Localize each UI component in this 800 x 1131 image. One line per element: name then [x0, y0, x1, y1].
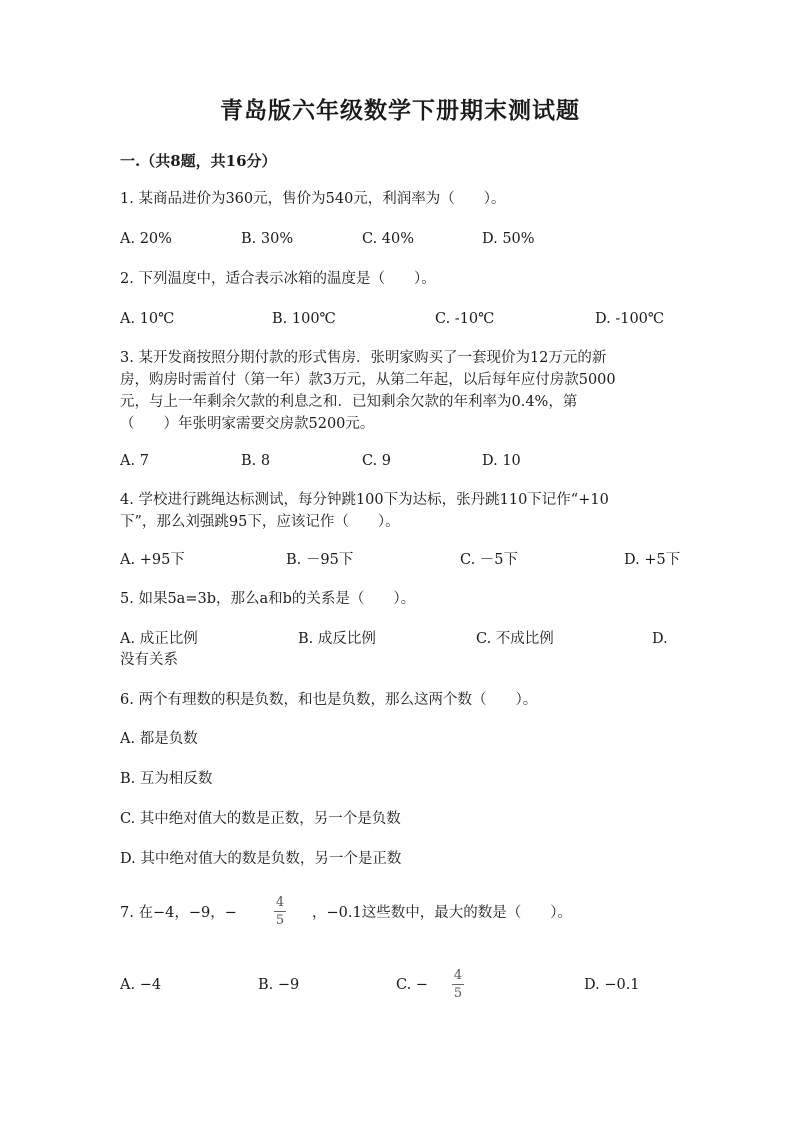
page-title: 青岛版六年级数学下册期末测试题	[220, 97, 580, 124]
q1-option-b: B. 30%	[241, 231, 294, 247]
fraction-numerator: 4	[453, 968, 463, 983]
fraction-bar	[452, 984, 464, 985]
q4-option-b: B. －95下	[286, 552, 354, 568]
q4-option-d: D. +5下	[624, 552, 681, 568]
q4-option-c: C. －5下	[460, 552, 519, 568]
q3-option-a: A. 7	[120, 453, 149, 469]
q5-option-d-text: 没有关系	[120, 652, 178, 668]
question-3-stem-line-2: 房，购房时需首付（第一年）款3万元，从第二年起，以后每年应付房款5000	[120, 372, 616, 388]
q7-stem-fraction	[272, 895, 288, 928]
q2-option-b: B. 100℃	[272, 311, 336, 327]
q2-option-a: A. 10℃	[120, 311, 175, 327]
q7-option-b: B. −9	[258, 977, 300, 993]
question-4-stem-line-1: 4. 学校进行跳绳达标测试，每分钟跳100下为达标，张丹跳110下记作“+10	[120, 492, 609, 508]
q4-option-a: A. +95下	[120, 552, 185, 568]
q5-option-b: B. 成反比例	[298, 631, 376, 647]
question-4-stem-line-2: 下”，那么刘强跳95下，应该记作（ ）。	[120, 514, 400, 530]
question-3-stem-line-3: 元，与上一年剩余欠款的利息之和．已知剩余欠款的年利率为0.4%，第	[120, 394, 578, 410]
q3-option-d: D. 10	[482, 453, 521, 469]
q2-option-c: C. -10℃	[435, 311, 495, 327]
question-7-stem-after: ，−0.1这些数中，最大的数是（ ）。	[312, 905, 572, 921]
fraction-bar	[274, 911, 286, 912]
q7-option-c: C. −	[396, 977, 428, 993]
q6-option-c: C. 其中绝对值大的数是正数，另一个是负数	[120, 811, 401, 827]
fraction-denominator: 5	[453, 986, 463, 1001]
q6-option-d: D. 其中绝对值大的数是负数，另一个是正数	[120, 851, 402, 867]
q5-option-c: C. 不成比例	[476, 631, 554, 647]
question-3-stem-line-4: （ ）年张明家需要交房款5200元。	[120, 416, 375, 432]
q2-option-d: D. -100℃	[595, 311, 665, 327]
q5-option-a: A. 成正比例	[120, 631, 198, 647]
q6-option-a: A. 都是负数	[120, 731, 198, 747]
q5-option-d: D.	[652, 631, 668, 647]
section-heading: 一.（共8题，共16分）	[120, 152, 277, 170]
question-7-stem-before: 7. 在−4，−9，−	[120, 905, 237, 921]
question-2-stem: 2. 下列温度中，适合表示冰箱的温度是（ ）。	[120, 271, 436, 287]
question-6-stem: 6. 两个有理数的积是负数，和也是负数，那么这两个数（ ）。	[120, 692, 538, 708]
fraction-denominator: 5	[275, 913, 285, 928]
q6-option-b: B. 互为相反数	[120, 771, 213, 787]
fraction-numerator: 4	[275, 895, 285, 910]
question-1-stem: 1. 某商品进价为360元，售价为540元，利润率为（ ）。	[120, 191, 506, 207]
q1-option-c: C. 40%	[362, 231, 415, 247]
q7-option-d: D. −0.1	[584, 977, 640, 993]
q7-option-a: A. −4	[120, 977, 162, 993]
question-3-stem-line-1: 3. 某开发商按照分期付款的形式售房．张明家购买了一套现价为12万元的新	[120, 350, 607, 366]
q7-option-c-fraction	[450, 968, 466, 1001]
q3-option-b: B. 8	[241, 453, 271, 469]
q1-option-d: D. 50%	[482, 231, 535, 247]
q1-option-a: A. 20%	[120, 231, 172, 247]
q3-option-c: C. 9	[362, 453, 392, 469]
question-5-stem: 5. 如果5a=3b，那么a和b的关系是（ ）。	[120, 591, 416, 607]
